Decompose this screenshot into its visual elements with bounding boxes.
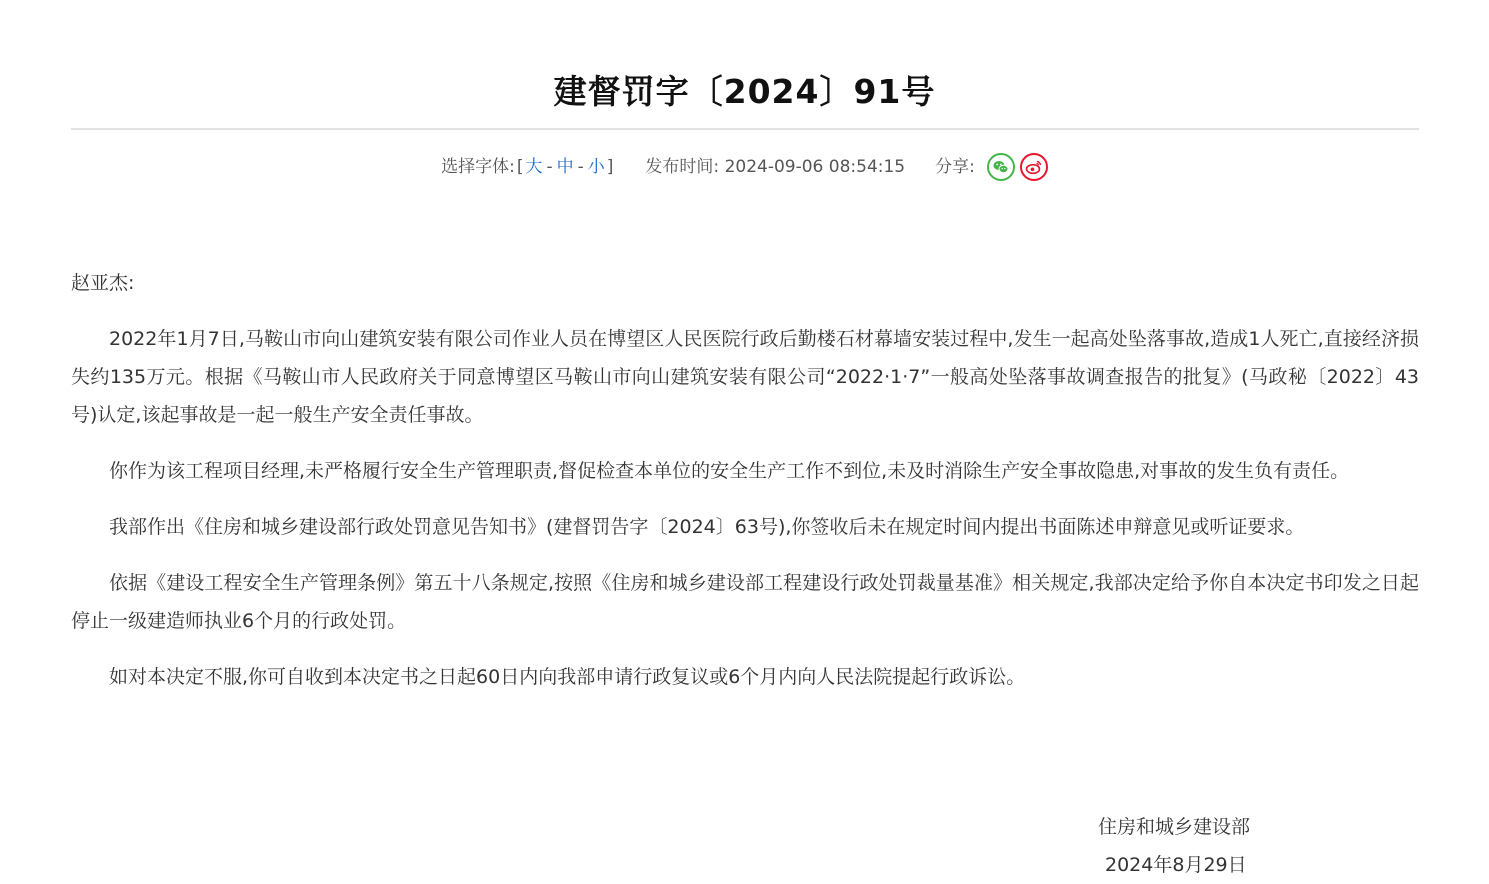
font-size-selector (441, 150, 615, 184)
issue-date: 2024年8月29日 (1105, 854, 1247, 876)
publish-info (645, 150, 905, 184)
bracket-close: ] (606, 157, 614, 177)
issuing-organization: 住房和城乡建设部 (1098, 816, 1251, 838)
font-large-link[interactable]: 大 (525, 157, 543, 177)
body-paragraph: 如对本决定不服,你可自收到本决定书之日起60日内向我部申请行政复议或6个月内向人民法院提起行政诉讼。 (109, 666, 1026, 688)
font-medium-link[interactable]: 中 (556, 157, 574, 177)
bracket-open: [ (516, 157, 524, 177)
body-paragraph: 依据《建设工程安全生产管理条例》第五十八条规定,按照《住房和城乡建设部工程建设行政处罚裁量基准》相关规定,我部决定给予你自本决定书印发之日起停止一级建造师执业6个月的行政处罚。 (71, 572, 1419, 632)
font-separator: - (546, 157, 553, 177)
font-separator: - (577, 157, 584, 177)
salutation: 赵亚杰: (71, 272, 135, 294)
signature-block (1098, 808, 1250, 884)
article-meta-bar (0, 150, 1489, 184)
title-divider (71, 128, 1419, 130)
share-label: 分享: (935, 157, 975, 177)
page-title: 建督罚字〔2024〕91号 (553, 72, 936, 112)
font-small-link[interactable]: 小 (587, 157, 605, 177)
publish-label: 发布时间: (645, 157, 720, 177)
document-body (71, 264, 1419, 714)
body-paragraph: 我部作出《住房和城乡建设部行政处罚意见告知书》(建督罚告字〔2024〕63号),你签收后未在规定时间内提出书面陈述申辩意见或听证要求。 (109, 516, 1305, 538)
font-size-label: 选择字体: (441, 157, 515, 177)
weibo-icon[interactable] (1020, 153, 1048, 181)
body-paragraph: 2022年1月7日,马鞍山市向山建筑安装有限公司作业人员在博望区人民医院行政后勤楼石材幕墙安装过程中,发生一起高处坠落事故,造成1人死亡,直接经济损失约135万元。根据《马鞍山市人民政府关于同意博望区马鞍山市向山建筑安装有限公司“2022·1·7”一般高处坠落事故调查报告的批复》(马政秘〔2022〕43号)认定,该起事故是一起一般生产安全责任事故。 (71, 328, 1419, 426)
share-bar (935, 150, 975, 184)
publish-time: 2024-09-06 08:54:15 (724, 157, 906, 177)
body-paragraph: 你作为该工程项目经理,未严格履行安全生产管理职责,督促检查本单位的安全生产工作不到位,未及时消除生产安全事故隐患,对事故的发生负有责任。 (109, 460, 1350, 482)
wechat-icon[interactable] (987, 153, 1015, 181)
